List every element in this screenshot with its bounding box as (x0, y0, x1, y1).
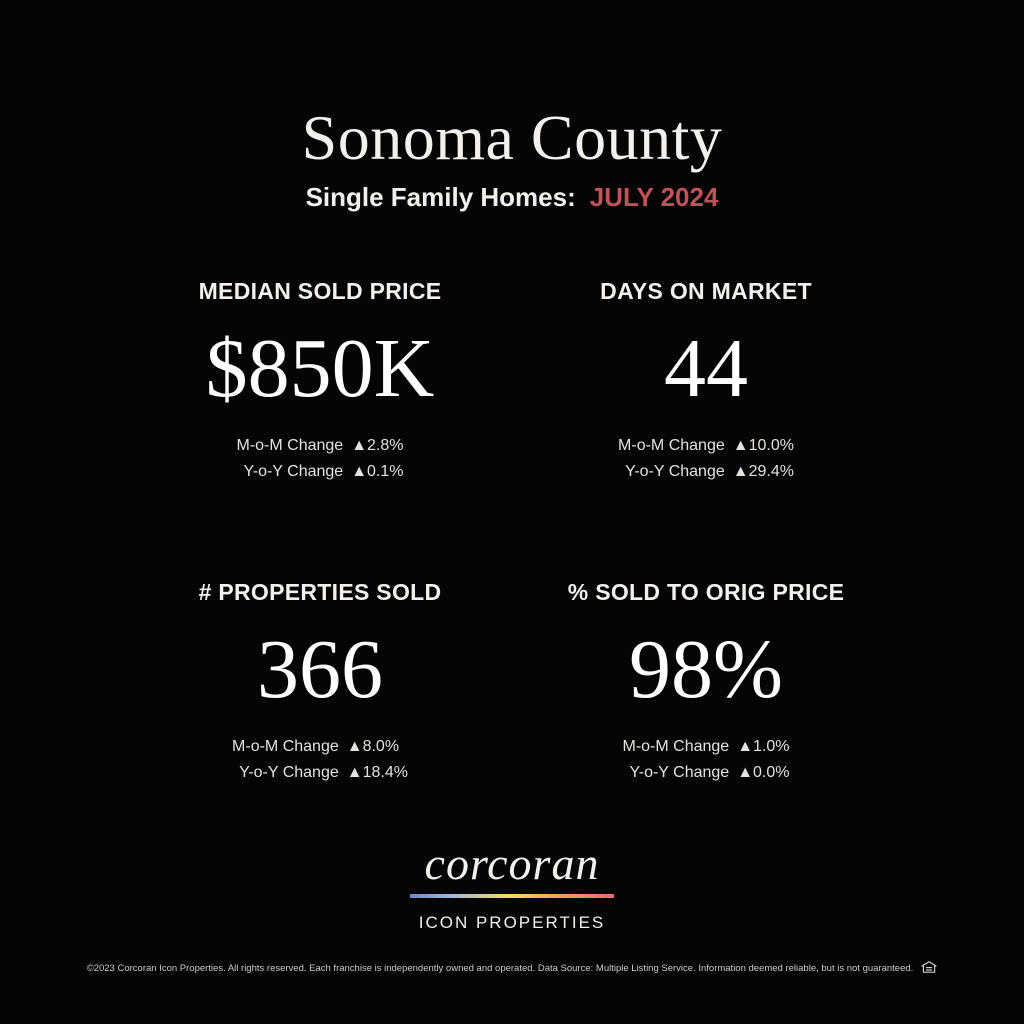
metric-changes (622, 736, 789, 784)
logo-subline: ICON PROPERTIES (418, 913, 606, 932)
yoy-change-label: Y-o-Y Change (239, 764, 339, 781)
mom-change-label: M-o-M Change (236, 437, 344, 454)
metric-label: MEDIAN SOLD PRICE (198, 278, 442, 304)
mom-change-label: M-o-M Change (622, 738, 730, 755)
page-subtitle (0, 180, 1024, 214)
mom-change-value: ▲1.0% (737, 738, 790, 755)
mom-change-label: M-o-M Change (618, 437, 725, 454)
metric-value: $850K (205, 322, 435, 415)
metric-changes (236, 435, 403, 483)
metric-label: % SOLD TO ORIG PRICE (567, 579, 845, 605)
yoy-change-value: ▲0.1% (351, 463, 404, 480)
mom-change-label: M-o-M Change (232, 738, 339, 755)
footer-disclaimer (0, 961, 1024, 976)
yoy-change-value: ▲0.0% (737, 764, 790, 781)
metric-label: # PROPERTIES SOLD (198, 579, 442, 605)
metric-changes (232, 736, 408, 784)
metric-value: 366 (257, 623, 383, 716)
yoy-change-label: Y-o-Y Change (629, 764, 730, 781)
metric-value: 44 (664, 322, 748, 415)
mom-change-value: ▲10.0% (732, 437, 794, 454)
equal-housing-opportunity-icon (921, 961, 937, 973)
subtitle-period: JULY 2024 (589, 182, 719, 212)
mom-change-value: ▲2.8% (351, 437, 404, 454)
metric-value: 98% (629, 623, 783, 716)
metric-sold-to-orig-price (516, 578, 896, 784)
page-title: Sonoma County (301, 102, 723, 173)
corcoran-logo-wordmark: corcoran (424, 838, 600, 889)
metric-days-on-market (516, 277, 896, 483)
metric-median-sold-price (130, 277, 510, 483)
metric-changes (618, 435, 794, 483)
logo-gradient-bar (410, 894, 614, 898)
metric-properties-sold (130, 578, 510, 784)
footer-text: ©2023 Corcoran Icon Properties. All rights reserved. Each franchise is independently owned and operated. Data Source: Multiple Listing Service. Information deemed reliable, but is not guaranteed. (86, 963, 914, 974)
yoy-change-label: Y-o-Y Change (243, 463, 344, 480)
yoy-change-value: ▲18.4% (346, 764, 408, 781)
yoy-change-value: ▲29.4% (732, 463, 794, 480)
mom-change-value: ▲8.0% (346, 738, 400, 755)
yoy-change-label: Y-o-Y Change (625, 463, 725, 480)
subtitle-lead: Single Family Homes: (305, 182, 576, 212)
metric-label: DAYS ON MARKET (600, 278, 812, 304)
